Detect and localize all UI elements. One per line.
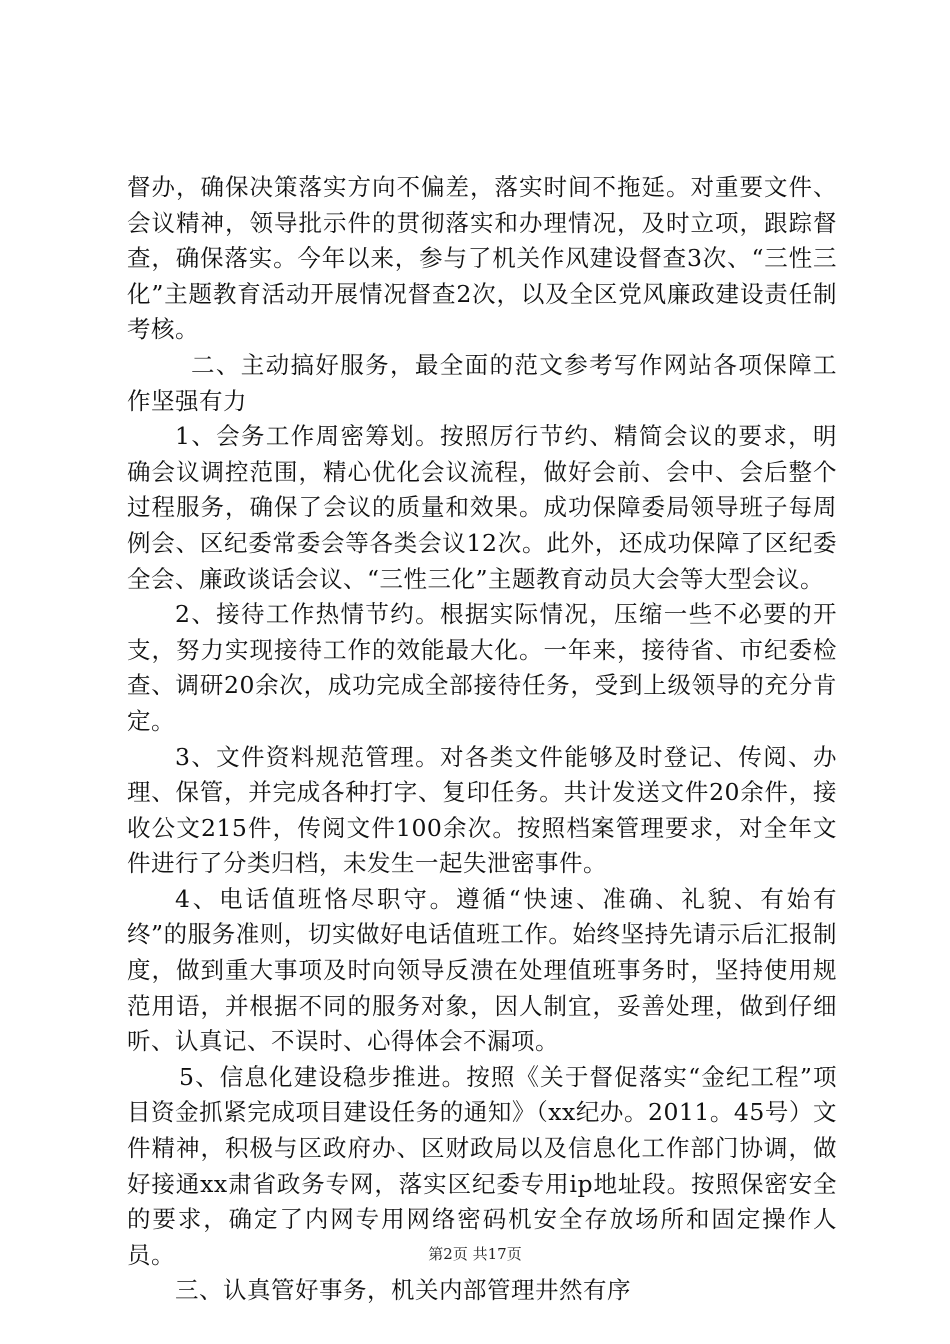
paragraph-meetings: 1、会务工作周密筹划。按照厉行节约、精简会议的要求，明确会议调控范围，精心优化会议流程，做好会前、会中、会后整个过程服务，确保了会议的质量和效果。成功保障委局领导班子每周例会、区纪委常委会等各类会议12次。此外，还成功保障了区纪委全会、廉政谈话会议、“三性三化”主题教育动员大会等大型会议。 [127,422,837,593]
document-body [127,170,837,1309]
paragraph-reception: 2、接待工作热情节约。根据实际情况，压缩一些不必要的开支，努力实现接待工作的效能最大化。一年来，接待省、市纪委检查、调研20余次，成功完成全部接待任务，受到上级领导的充分肯定。 [127,600,837,735]
section-heading-affairs: 三、认真管好事务，机关内部管理井然有序 [175,1276,631,1305]
paragraph-documents: 3、文件资料规范管理。对各类文件能够及时登记、传阅、办理、保管，并完成各种打字、复印任务。共计发送文件20余件，接收公文215件，传阅文件100余次。按照档案管理要求，对全年文件进行了分类归档，未发生一起失泄密事件。 [127,742,837,878]
page-number-footer: 第2页 共17页 [428,1245,522,1263]
section-heading-service: 二、主动搞好服务，最全面的范文参考写作网站各项保障工作坚强有力 [127,350,837,415]
paragraph-informatization: 5、信息化建设稳步推进。按照《关于督促落实“金纪工程”项目资金抓紧完成项目建设任务的通知》（xx纪办。2011。45号）文件精神，积极与区政府办、区财政局以及信息化工作部门协调，做好接通xx肃省政务专网，落实区纪委专用ip地址段。按照保密安全的要求，确定了内网专用网络密码机安全存放场所和固定操作人员。 [127,1062,837,1269]
paragraph-supervision: 督办，确保决策落实方向不偏差，落实时间不拖延。对重要文件、会议精神，领导批示件的贯彻落实和办理情况，及时立项，跟踪督查，确保落实。今年以来，参与了机关作风建设督查3次、“三性三化”主题教育活动开展情况督查2次，以及全区党风廉政建设责任制考核。 [127,173,837,344]
paragraph-phone-duty: 4、电话值班恪尽职守。遵循“快速、准确、礼貌、有始有终”的服务准则，切实做好电话值班工作。始终坚持先请示后汇报制度，做到重大事项及时向领导反溃在处理值班事务时，坚持使用规范用语，并根据不同的服务对象，因人制宜，妥善处理，做到仔细听、认真记、不误时、心得体会不漏项。 [127,884,837,1056]
